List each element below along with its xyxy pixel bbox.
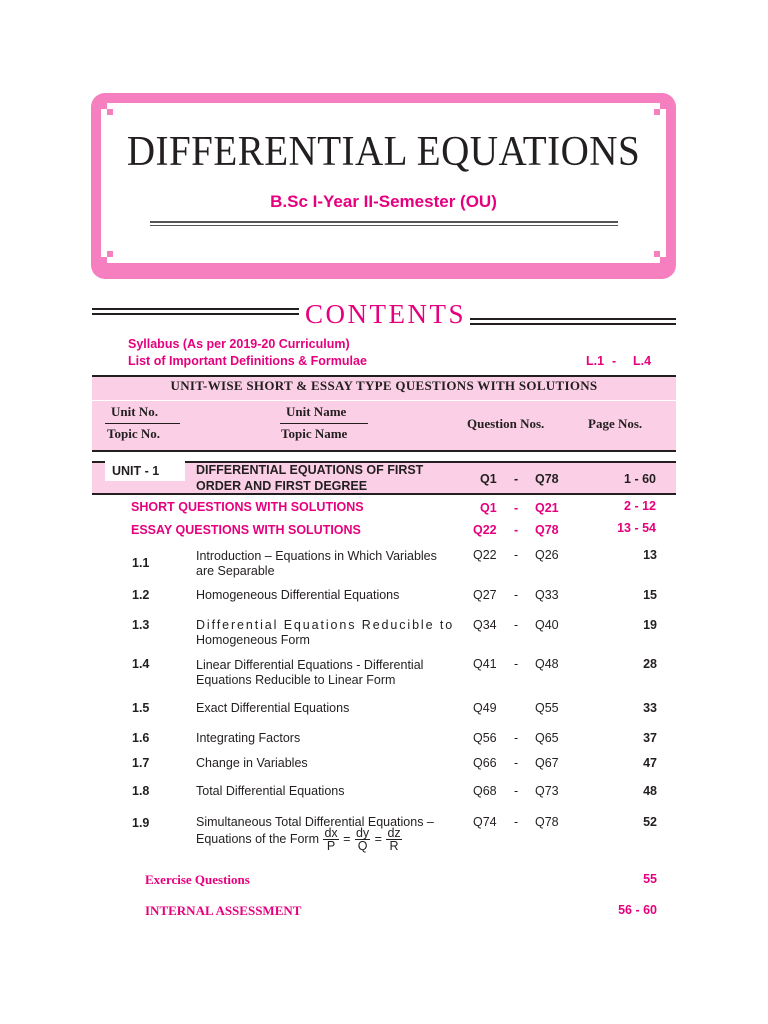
topic-page: 28 [643, 657, 657, 671]
topic-q-to: Q40 [535, 618, 559, 632]
topic-q-to: Q78 [535, 815, 559, 829]
internal-pages: 56 - 60 [618, 903, 657, 917]
definitions-page-end: L.4 [633, 354, 652, 368]
topic-q-to: Q33 [535, 588, 559, 602]
fraction-dx-p: $\frac{dx}{P}$ [324, 826, 338, 853]
topic-title[interactable]: Integrating Factors [196, 731, 301, 745]
col-unit-name: Unit Name [286, 404, 347, 419]
essay-q-from: Q22 [473, 523, 497, 537]
equals-sign: = [343, 831, 351, 846]
internal-assessment-link[interactable]: INTERNAL ASSESSMENT [145, 903, 302, 918]
topic-page: 37 [643, 731, 657, 745]
unit-q-from: Q1 [480, 472, 497, 486]
topic-number: 1.1 [132, 556, 150, 570]
col-unit-rule [105, 423, 180, 424]
fraction-dz-r: $\frac{dz}{R}$ [387, 826, 401, 853]
short-pages: 2 - 12 [624, 499, 656, 513]
topic-page: 47 [643, 756, 657, 770]
topic-page: 33 [643, 701, 657, 715]
equals-sign: = [374, 831, 382, 846]
topic-q-from: Q68 [473, 784, 497, 798]
topic-page: 15 [643, 588, 657, 602]
topic-title-cont[interactable] [196, 827, 403, 852]
topic-page: 48 [643, 784, 657, 798]
topic-q-from: Q49 [473, 701, 497, 715]
col-topic-name: Topic Name [281, 426, 348, 441]
subtitle-rule [150, 221, 618, 223]
contents-rule-left [92, 308, 299, 315]
topic-title-cont[interactable]: Equations Reducible to Linear Form [196, 673, 396, 687]
topic-q-from: Q34 [473, 618, 497, 632]
short-q-to: Q21 [535, 501, 559, 515]
topic-q-dash: - [514, 657, 519, 671]
book-title: DIFFERENTIAL EQUATIONS [126, 129, 641, 175]
topic-title[interactable]: Differential Equations Reducible to [196, 618, 455, 632]
topic-title[interactable]: Introduction – Equations in Which Variables [196, 549, 437, 563]
topic-q-to: Q48 [535, 657, 559, 671]
topic-q-dash: - [514, 548, 519, 562]
topic-page: 52 [643, 815, 657, 829]
contents-heading: CONTENTS [305, 299, 466, 329]
exercise-page: 55 [643, 872, 657, 886]
topic-title[interactable]: Linear Differential Equations - Differential [196, 658, 424, 672]
topic-title[interactable]: Exact Differential Equations [196, 701, 350, 715]
unit-pages: 1 - 60 [624, 472, 656, 486]
col-topic-no: Topic No. [107, 426, 160, 441]
topic-q-dash: - [514, 588, 519, 602]
essay-pages: 13 - 54 [617, 521, 656, 535]
topic-number: 1.9 [132, 816, 150, 830]
unit-q-to: Q78 [535, 472, 559, 486]
topic-title[interactable]: Homogeneous Differential Equations [196, 588, 400, 602]
section-title: UNIT-WISE SHORT & ESSAY TYPE QUESTIONS WITH SOLUTIONS [170, 378, 598, 393]
topic-q-from: Q27 [473, 588, 497, 602]
topic-title-cont[interactable]: are Separable [196, 564, 275, 578]
topic-q-to: Q26 [535, 548, 559, 562]
topic-number: 1.7 [132, 756, 150, 770]
fraction-dy-q: $\frac{dy}{Q}$ [355, 826, 370, 853]
topic-q-dash: - [514, 618, 519, 632]
topic-q-to: Q67 [535, 756, 559, 770]
definitions-link[interactable]: List of Important Definitions & Formulae [128, 354, 367, 368]
topic-title-cont[interactable]: Homogeneous Form [196, 633, 310, 647]
essay-q-dash: - [514, 523, 519, 537]
col-name-rule [280, 423, 368, 424]
definitions-page-dash: - [612, 354, 617, 368]
col-page-nos: Page Nos. [588, 416, 643, 431]
topic-q-to: Q55 [535, 701, 559, 715]
topic-q-dash: - [514, 815, 519, 829]
short-q-dash: - [514, 501, 519, 515]
topic-q-from: Q41 [473, 657, 497, 671]
syllabus-link[interactable]: Syllabus (As per 2019-20 Curriculum) [128, 337, 350, 351]
subtitle-rule [150, 225, 618, 226]
topic-page: 19 [643, 618, 657, 632]
topic-title[interactable]: Change in Variables [196, 756, 308, 770]
short-questions-link[interactable]: SHORT QUESTIONS WITH SOLUTIONS [131, 500, 364, 514]
topic-q-from: Q56 [473, 731, 497, 745]
title-banner-inner [101, 103, 666, 263]
topic-number: 1.8 [132, 784, 150, 798]
unit-q-dash: - [514, 472, 519, 486]
topic-q-to: Q65 [535, 731, 559, 745]
essay-questions-link[interactable]: ESSAY QUESTIONS WITH SOLUTIONS [131, 523, 361, 537]
unit-label: UNIT - 1 [112, 464, 160, 478]
topic-q-to: Q73 [535, 784, 559, 798]
formula-prefix: Equations of the Form [196, 831, 319, 846]
short-q-from: Q1 [480, 501, 497, 515]
topic-title[interactable]: Simultaneous Total Differential Equations – [196, 815, 434, 829]
topic-number: 1.5 [132, 701, 150, 715]
topic-q-from: Q74 [473, 815, 497, 829]
topic-q-dash: - [514, 784, 519, 798]
topic-q-dash: - [514, 756, 519, 770]
essay-q-to: Q78 [535, 523, 559, 537]
unit-name-line1[interactable]: DIFFERENTIAL EQUATIONS OF FIRST [196, 463, 424, 477]
topic-title[interactable]: Total Differential Equations [196, 784, 345, 798]
col-unit-no: Unit No. [111, 404, 158, 419]
topic-q-dash: - [514, 731, 519, 745]
topic-number: 1.2 [132, 588, 150, 602]
topic-number: 1.3 [132, 618, 150, 632]
topic-page: 13 [643, 548, 657, 562]
topic-q-from: Q66 [473, 756, 497, 770]
exercise-questions-link[interactable]: Exercise Questions [145, 872, 250, 887]
topic-number: 1.6 [132, 731, 150, 745]
col-question-nos: Question Nos. [467, 416, 545, 431]
book-subtitle: B.Sc I-Year II-Semester (OU) [270, 192, 497, 211]
topic-q-from: Q22 [473, 548, 497, 562]
topic-number: 1.4 [132, 657, 150, 671]
contents-rule-right [470, 318, 676, 325]
unit-name-line2[interactable]: ORDER AND FIRST DEGREE [196, 479, 368, 493]
definitions-page-start: L.1 [586, 354, 605, 368]
